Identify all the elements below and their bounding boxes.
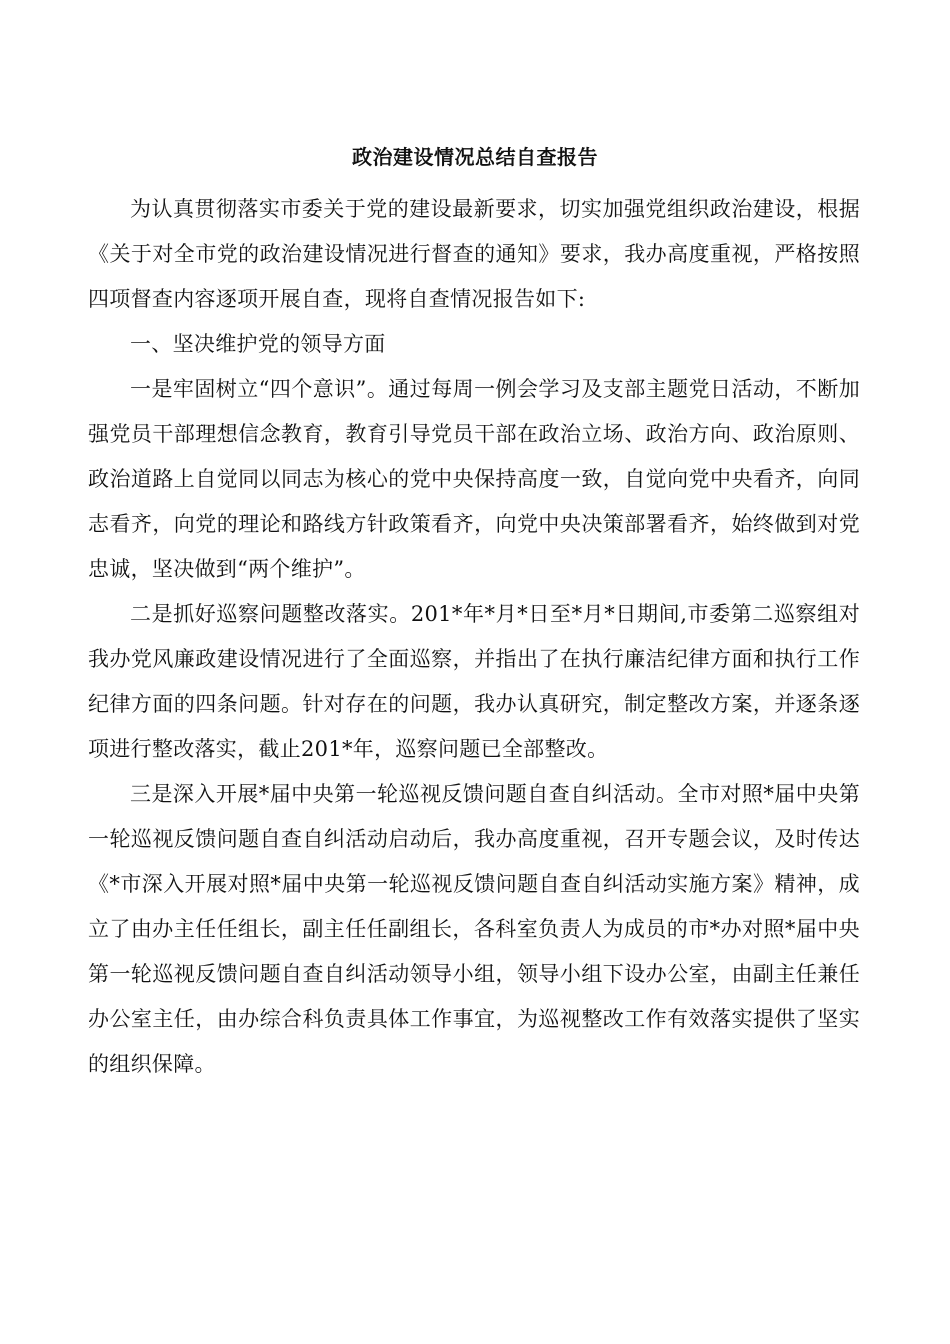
section-heading-party-leadership: 一、坚决维护党的领导方面 — [130, 332, 386, 356]
paragraph-four-consciousness: 一是牢固树立“四个意识”。通过每周一例会学习及支部主题党日活动，不断加强党员干部理想信念教育，教育引导党员干部在政治立场、政治方向、政治原则、政治道路上自觉同以同志为核心的党中央保持高度一致，自觉向党中央看齐，向同志看齐，向党的理论和路线方针政策看齐，向党中央决策部署看齐，始终做到对党忠诚，坚决做到“两个维护”。 — [88, 377, 860, 581]
paragraph-self-inspection-activity: 三是深入开展*届中央第一轮巡视反馈问题自查自纠活动。全市对照*届中央第一轮巡视反馈问题自查自纠活动启动后，我办高度重视，召开专题会议，及时传达《*市深入开展对照*届中央第一轮巡视反馈问题自查自纠活动实施方案》精神，成立了由办主任任组长，副主任任副组长，各科室负责人为成员的市*办对照*届中央第一轮巡视反馈问题自查自纠活动领导小组，领导小组下设办公室，由副主任兼任办公室主任，由办综合科负责具体工作事宜，为巡视整改工作有效落实提供了坚实的组织保障。 — [88, 782, 860, 1076]
paragraph-intro: 为认真贯彻落实市委关于党的建设最新要求，切实加强党组织政治建设，根据《关于对全市党的政治建设情况进行督查的通知》要求，我办高度重视，严格按照四项督查内容逐项开展自查，现将自查情况报告如下: — [88, 197, 860, 311]
paragraph-inspection-rectification: 二是抓好巡察问题整改落实。201*年*月*日至*月*日期间,市委第二巡察组对我办党风廉政建设情况进行了全面巡察，并指出了在执行廉洁纪律方面和执行工作纪律方面的四条问题。针对存在的问题，我办认真研究，制定整改方案，并逐条逐项进行整改落实，截止201*年，巡察问题已全部整改。 — [88, 602, 860, 761]
document-title: 政治建设情况总结自查报告 — [352, 145, 598, 169]
document-body — [88, 187, 860, 1087]
